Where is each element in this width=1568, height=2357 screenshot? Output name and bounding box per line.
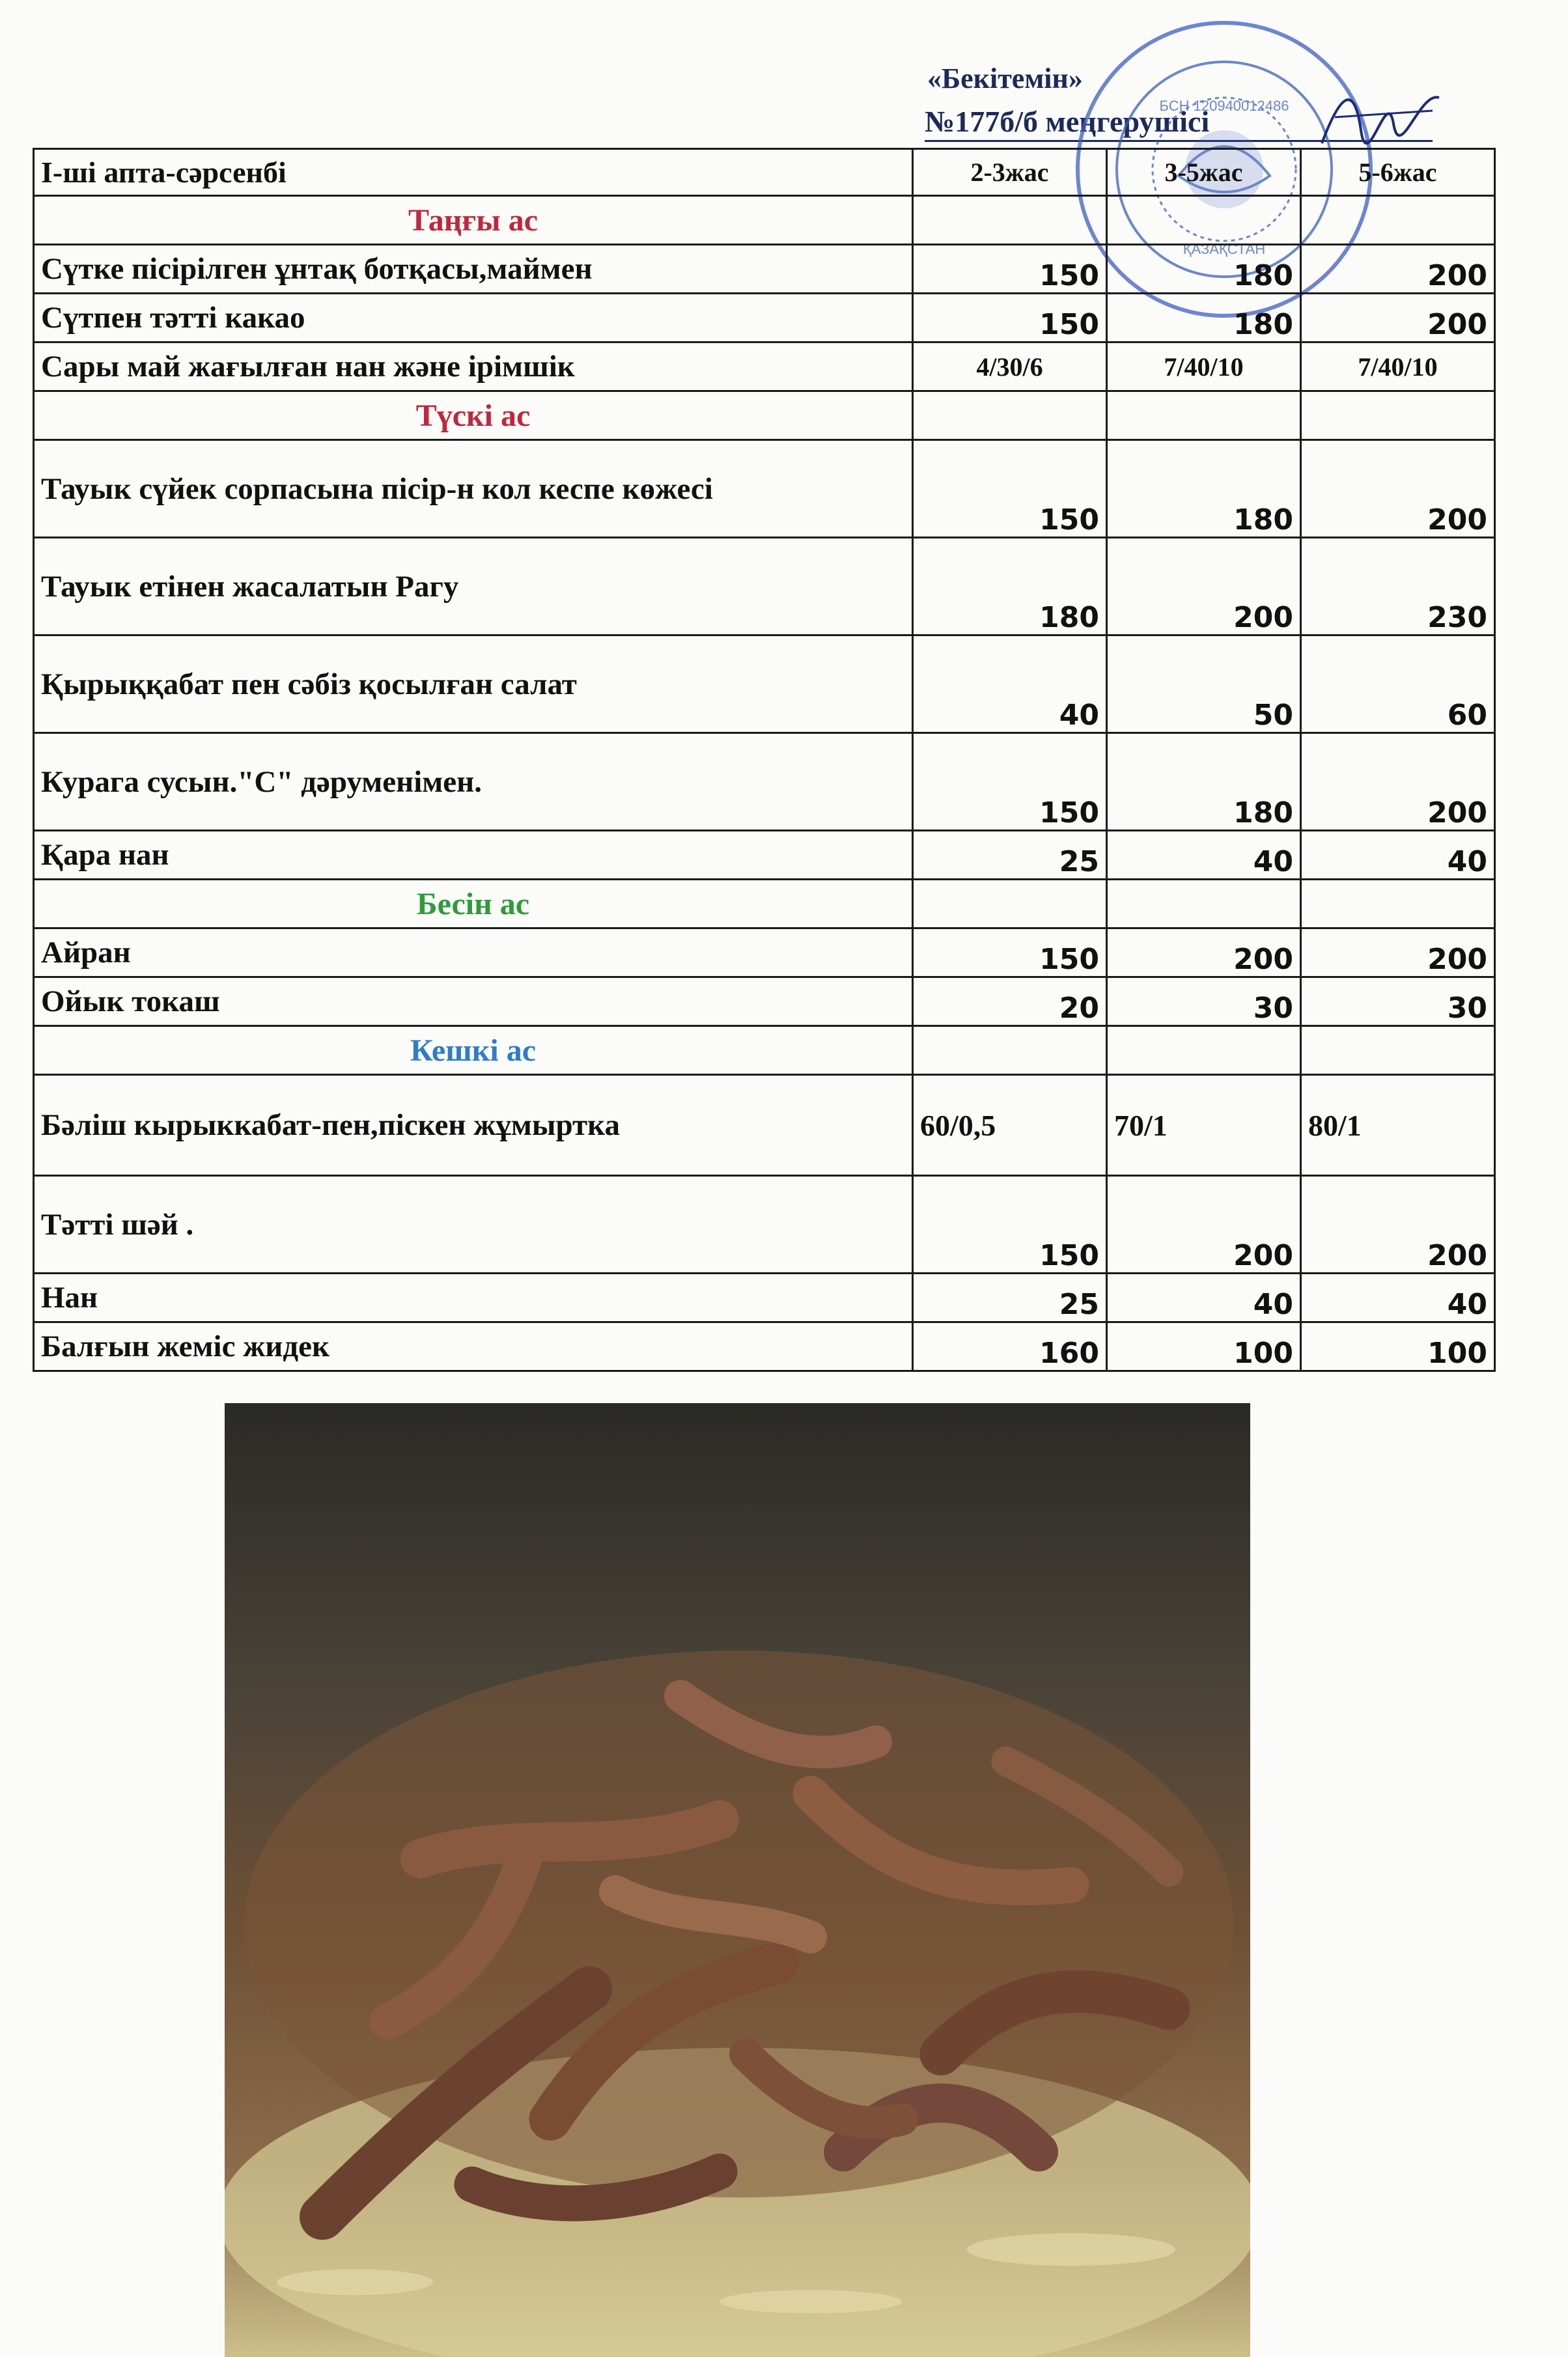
section-row-dinner xyxy=(34,1026,1495,1075)
portion-3-5: 70/1 xyxy=(1107,1075,1301,1176)
portion-2-3: 150 xyxy=(913,733,1107,831)
portion-5-6: 80/1 xyxy=(1301,1075,1495,1176)
table-row xyxy=(34,733,1495,831)
portion-2-3: 150 xyxy=(913,245,1107,294)
portion-3-5: 100 xyxy=(1107,1322,1301,1371)
age-header-1: 2-3жас xyxy=(913,149,1107,196)
table-row xyxy=(34,1176,1495,1274)
age-header-3: 5-6жас xyxy=(1301,149,1495,196)
dish-name: Курага сусын."С" дәруменімен. xyxy=(34,733,913,831)
fried-meat-illustration xyxy=(225,1403,1250,2357)
dish-name: Сүтке пісірілген ұнтақ ботқасы,маймен xyxy=(34,245,913,294)
portion-3-5: 40 xyxy=(1107,1274,1301,1322)
portion-2-3: 20 xyxy=(913,977,1107,1026)
portion-5-6: 200 xyxy=(1301,440,1495,538)
section-title-dinner: Кешкі ас xyxy=(34,1026,913,1075)
portion-5-6: 60 xyxy=(1301,635,1495,733)
dish-name: Сары май жағылған нан және ірімшік xyxy=(34,342,913,391)
table-row xyxy=(34,245,1495,294)
approval-title: «Бекітемін» xyxy=(927,63,1083,94)
portion-5-6: 200 xyxy=(1301,294,1495,342)
portion-2-3: 25 xyxy=(913,831,1107,880)
portion-3-5: 200 xyxy=(1107,928,1301,977)
section-row-afternoon xyxy=(34,880,1495,928)
table-row xyxy=(34,635,1495,733)
portion-3-5: 7/40/10 xyxy=(1107,342,1301,391)
approval-block xyxy=(925,62,1433,142)
portion-2-3: 150 xyxy=(913,928,1107,977)
dish-name: Тәтті шәй . xyxy=(34,1176,913,1274)
svg-text:ҚАЗАҚСТАН: ҚАЗАҚСТАН xyxy=(1183,241,1266,257)
dish-name: Нан xyxy=(34,1274,913,1322)
dish-name: Тауык сүйек сорпасына пісір-н кол кеспе көжесі xyxy=(34,440,913,538)
portion-3-5: 180 xyxy=(1107,294,1301,342)
table-row xyxy=(34,977,1495,1026)
section-title-breakfast: Таңғы ас xyxy=(34,196,913,245)
table-row xyxy=(34,538,1495,635)
portion-5-6: 40 xyxy=(1301,831,1495,880)
dish-name: Айран xyxy=(34,928,913,977)
table-row xyxy=(34,342,1495,391)
portion-5-6: 230 xyxy=(1301,538,1495,635)
table-row xyxy=(34,1322,1495,1371)
dish-name: Ойык токаш xyxy=(34,977,913,1026)
portion-2-3: 25 xyxy=(913,1274,1107,1322)
portion-3-5: 200 xyxy=(1107,538,1301,635)
portion-5-6: 100 xyxy=(1301,1322,1495,1371)
dish-name: Сүтпен тәтті какао xyxy=(34,294,913,342)
portion-5-6: 200 xyxy=(1301,1176,1495,1274)
portion-2-3: 150 xyxy=(913,294,1107,342)
section-title-afternoon: Бесін ас xyxy=(34,880,913,928)
section-row-breakfast xyxy=(34,196,1495,245)
portion-2-3: 180 xyxy=(913,538,1107,635)
portion-3-5: 30 xyxy=(1107,977,1301,1026)
portion-2-3: 150 xyxy=(913,440,1107,538)
table-row xyxy=(34,1075,1495,1176)
table-row xyxy=(34,294,1495,342)
portion-3-5: 40 xyxy=(1107,831,1301,880)
age-header-2: 3-5жас xyxy=(1107,149,1301,196)
day-label: І-ші апта-сәрсенбі xyxy=(34,149,913,196)
portion-2-3: 40 xyxy=(913,635,1107,733)
food-photo xyxy=(225,1403,1250,2357)
menu-table xyxy=(33,148,1496,1372)
dish-name: Бәліш кырыккабат-пен,піскен жұмыртка xyxy=(34,1075,913,1176)
portion-3-5: 180 xyxy=(1107,733,1301,831)
table-row xyxy=(34,440,1495,538)
portion-2-3: 150 xyxy=(913,1176,1107,1274)
portion-5-6: 7/40/10 xyxy=(1301,342,1495,391)
dish-name: Қырыққабат пен сәбіз қосылған салат xyxy=(34,635,913,733)
portion-2-3: 4/30/6 xyxy=(913,342,1107,391)
portion-5-6: 200 xyxy=(1301,733,1495,831)
section-row-lunch xyxy=(34,391,1495,440)
portion-5-6: 40 xyxy=(1301,1274,1495,1322)
dish-name: Тауык етінен жасалатын Рагу xyxy=(34,538,913,635)
table-row xyxy=(34,928,1495,977)
svg-text:БСН 120940012486: БСН 120940012486 xyxy=(1159,98,1289,114)
portion-3-5: 180 xyxy=(1107,440,1301,538)
portion-5-6: 30 xyxy=(1301,977,1495,1026)
dish-name: Балғын жеміс жидек xyxy=(34,1322,913,1371)
section-title-lunch: Түскі ас xyxy=(34,391,913,440)
portion-3-5: 180 xyxy=(1107,245,1301,294)
table-row xyxy=(34,831,1495,880)
portion-5-6: 200 xyxy=(1301,928,1495,977)
header-row xyxy=(34,149,1495,196)
table-row xyxy=(34,1274,1495,1322)
dish-name: Қара нан xyxy=(34,831,913,880)
portion-5-6: 200 xyxy=(1301,245,1495,294)
approval-position: №177б/б меңгерушісі xyxy=(925,104,1433,142)
portion-3-5: 200 xyxy=(1107,1176,1301,1274)
portion-3-5: 50 xyxy=(1107,635,1301,733)
portion-2-3: 60/0,5 xyxy=(913,1075,1107,1176)
portion-2-3: 160 xyxy=(913,1322,1107,1371)
